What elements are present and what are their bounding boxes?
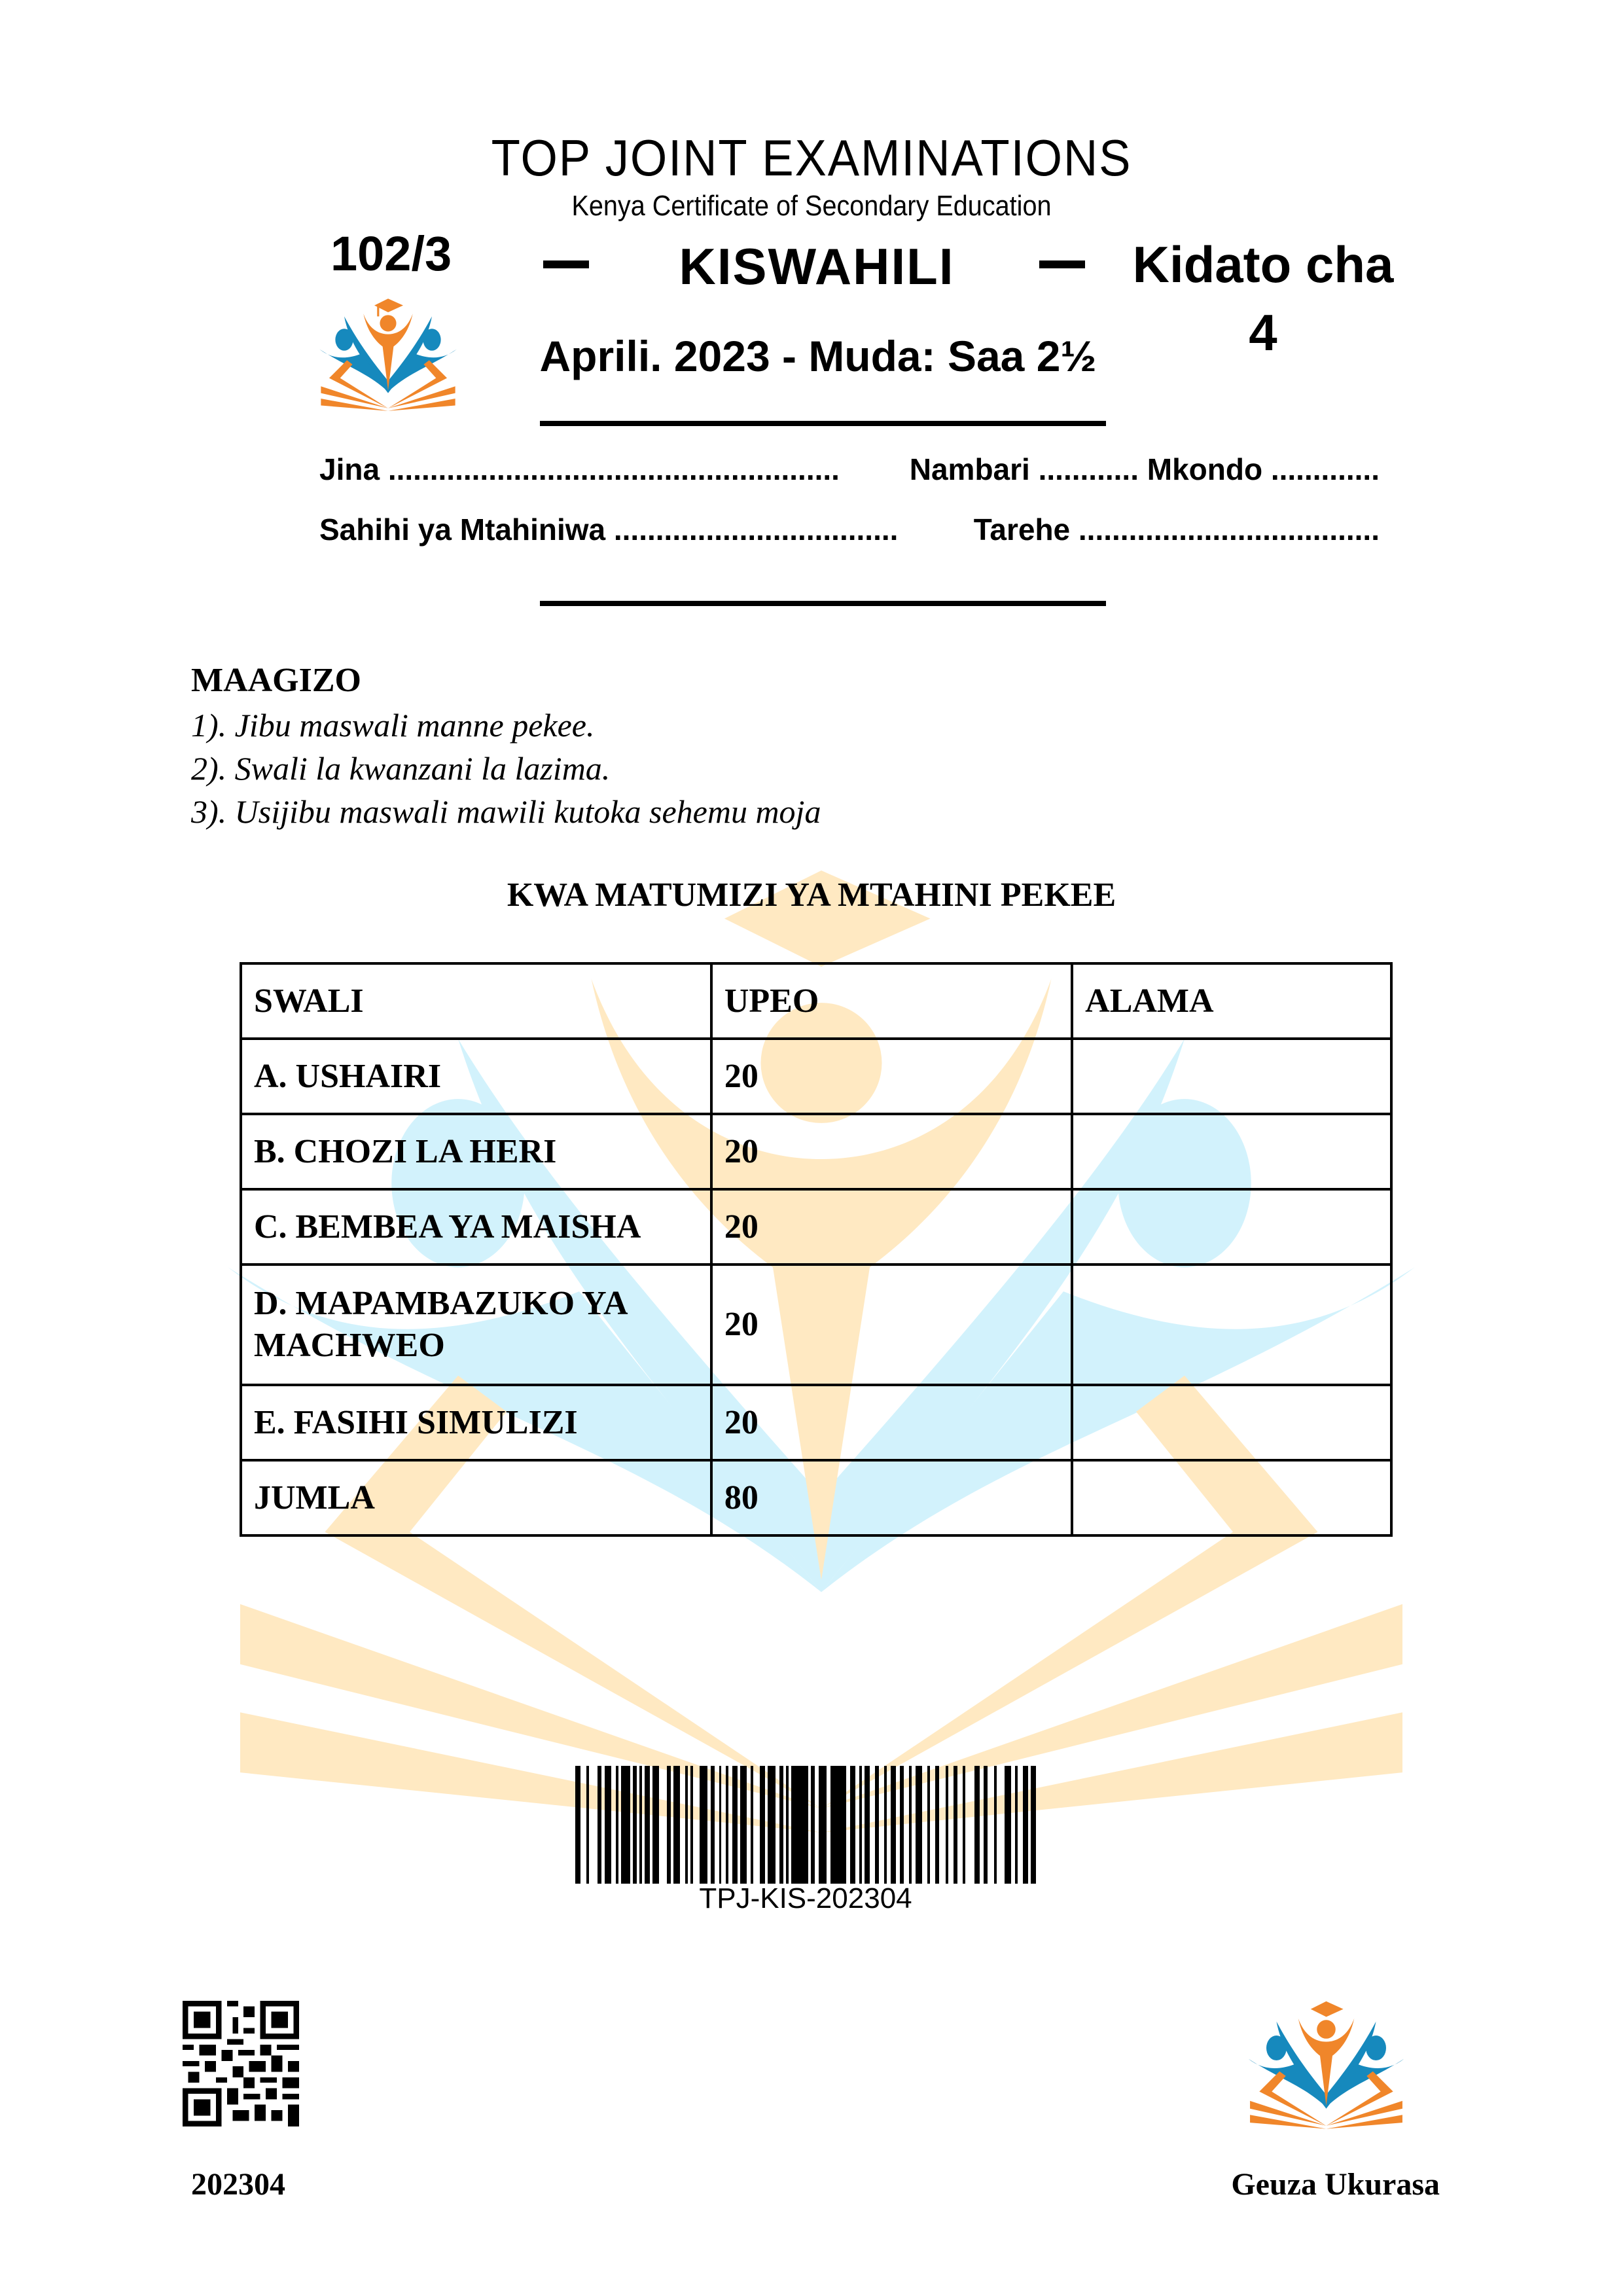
score-cell[interactable] xyxy=(1072,1039,1391,1114)
stream-blank: ............. xyxy=(1270,452,1380,486)
instructions-list xyxy=(191,704,821,833)
serial-number: 202304 xyxy=(191,2167,285,2202)
date-label: Tarehe xyxy=(973,512,1071,547)
turn-page-note: Geuza Ukurasa xyxy=(1231,2167,1440,2202)
max-score-cell: 20 xyxy=(711,1265,1072,1385)
score-cell[interactable] xyxy=(1072,1385,1391,1460)
max-score-cell: 20 xyxy=(711,1189,1072,1265)
table-row xyxy=(241,1189,1391,1265)
table-row xyxy=(241,1385,1391,1460)
number-blank: ............ xyxy=(1038,452,1139,486)
barcode-icon xyxy=(575,1766,1036,1884)
dash-divider xyxy=(1039,260,1085,268)
score-cell[interactable] xyxy=(1072,1189,1391,1265)
table-header-row xyxy=(241,963,1391,1039)
column-header-alama: ALAMA xyxy=(1072,963,1391,1039)
question-cell: E. FASIHI SIMULIZI xyxy=(241,1385,711,1460)
form-level xyxy=(1126,230,1400,367)
column-header-upeo: UPEO xyxy=(711,963,1072,1039)
signature-label: Sahihi ya Mtahiniwa xyxy=(319,512,606,547)
number-field[interactable] xyxy=(910,452,1139,486)
max-score-cell: 20 xyxy=(711,1039,1072,1114)
column-header-swali: SWALI xyxy=(241,963,711,1039)
instruction-item: 3). Usijibu maswali mawili kutoka sehemu moja xyxy=(191,793,821,830)
table-row xyxy=(241,1114,1391,1189)
max-score-cell: 20 xyxy=(711,1114,1072,1189)
qr-code-icon xyxy=(183,2001,299,2126)
table-row xyxy=(241,1039,1391,1114)
stream-label: Mkondo xyxy=(1147,452,1263,486)
instructions-title: MAAGIZO xyxy=(191,662,361,699)
date-field[interactable] xyxy=(974,512,1380,547)
organization-title: TOP JOINT EXAMINATIONS xyxy=(491,129,1132,187)
barcode-label: TPJ-KIS-202304 xyxy=(699,1882,912,1914)
form-label: Kidato cha xyxy=(1132,236,1394,293)
graduates-book-logo-icon xyxy=(1247,1998,1405,2130)
stream-field[interactable] xyxy=(1147,452,1380,486)
total-max-cell: 80 xyxy=(711,1460,1072,1535)
form-number: 4 xyxy=(1249,304,1277,361)
question-cell: B. CHOZI LA HERI xyxy=(241,1114,711,1189)
name-blank: ...................................................... xyxy=(387,452,840,486)
date-blank: .................................... xyxy=(1078,512,1380,547)
signature-blank: .................................. xyxy=(613,512,899,547)
candidate-fields-row-2 xyxy=(319,512,1380,547)
date-duration: Aprili. 2023 - Muda: Saa 2½ xyxy=(539,332,1097,380)
table-total-row xyxy=(241,1460,1391,1535)
header-rule xyxy=(540,421,1106,426)
subject-title: KISWAHILI xyxy=(679,238,955,295)
number-label: Nambari xyxy=(909,452,1030,486)
instruction-item: 1). Jibu maswali manne pekee. xyxy=(191,707,595,744)
total-label-cell: JUMLA xyxy=(241,1460,711,1535)
question-cell: D. MAPAMBAZUKO YA MACHWEO xyxy=(241,1265,711,1385)
score-cell[interactable] xyxy=(1072,1114,1391,1189)
question-cell: A. USHAIRI xyxy=(241,1039,711,1114)
paper-code: 102/3 xyxy=(330,226,452,281)
total-score-cell[interactable] xyxy=(1072,1460,1391,1535)
fields-rule xyxy=(540,601,1106,606)
question-cell: C. BEMBEA YA MAISHA xyxy=(241,1189,711,1265)
graduates-book-logo-icon xyxy=(319,296,457,412)
signature-field[interactable] xyxy=(319,512,898,547)
name-label: Jina xyxy=(319,452,380,486)
certificate-subtitle: Kenya Certificate of Secondary Education xyxy=(571,190,1052,222)
candidate-fields-row-1 xyxy=(319,452,1380,487)
score-cell[interactable] xyxy=(1072,1265,1391,1385)
marks-table xyxy=(240,962,1393,1537)
table-row xyxy=(241,1265,1391,1385)
name-field[interactable] xyxy=(319,452,840,487)
max-score-cell: 20 xyxy=(711,1385,1072,1460)
marks-table-title: KWA MATUMIZI YA MTAHINI PEKEE xyxy=(507,876,1116,914)
instruction-item: 2). Swali la kwanzani la lazima. xyxy=(191,750,611,787)
